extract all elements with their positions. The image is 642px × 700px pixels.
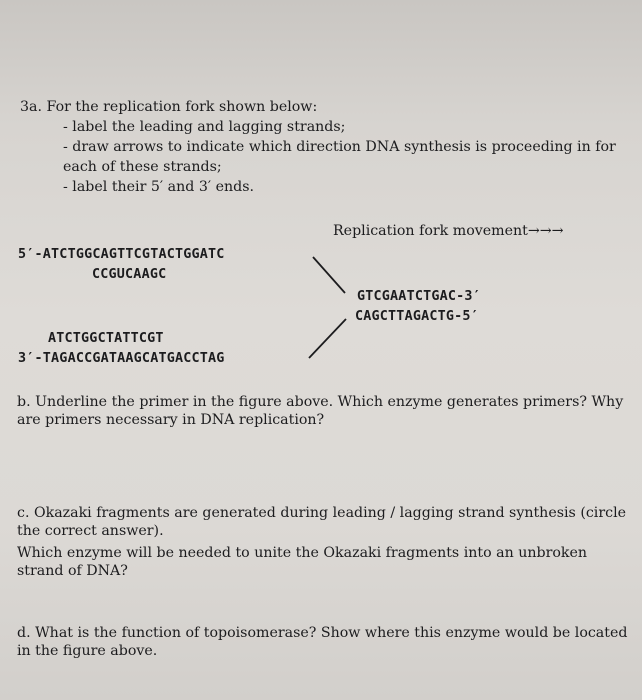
question-d-line1: d. What is the function of topoisomerase? Show where this enzyme would be located <box>17 625 628 641</box>
question-d-line2: in the figure above. <box>17 643 158 659</box>
question-b-line2: are primers necessary in DNA replication? <box>17 412 325 428</box>
instruction-bullet: - draw arrows to indicate which direction DNA synthesis is proceeding in for <box>63 139 616 155</box>
fork-lower-line <box>309 319 346 358</box>
lagging-new-strand: ATCTGGCTATTCGT <box>48 331 164 346</box>
fork-upper-line <box>313 257 345 293</box>
right-strand-top: GTCGAATCTGAC-3′ <box>357 289 481 304</box>
bottom-parent-strand: 3′-TAGACCGATAAGCATGACCTAG <box>18 351 225 366</box>
rna-primer: CCGUCAAGC <box>92 267 167 282</box>
question-c-line1: c. Okazaki fragments are generated during leading / lagging strand synthesis (circle <box>17 505 627 521</box>
instruction-bullet: - label their 5′ and 3′ ends. <box>63 179 254 195</box>
question-c-line3: Which enzyme will be needed to unite the Okazaki fragments into an unbroken <box>17 545 588 561</box>
question-b-line1: b. Underline the primer in the figure above. Which enzyme generates primers? Why <box>17 394 624 410</box>
instruction-bullet: - label the leading and lagging strands; <box>63 119 346 135</box>
question-c-line2: the correct answer). <box>17 523 164 539</box>
fork-movement-label: Replication fork movement→→→ <box>333 223 564 239</box>
right-strand-bottom: CAGCTTAGACTG-5′ <box>355 309 479 324</box>
question-3a-heading: 3a. For the replication fork shown below: <box>20 99 318 115</box>
instruction-bullet-continued: each of these strands; <box>63 159 222 175</box>
top-parent-strand: 5′-ATCTGGCAGTTCGTACTGGATC <box>18 247 225 262</box>
question-c-line4: strand of DNA? <box>17 563 128 579</box>
